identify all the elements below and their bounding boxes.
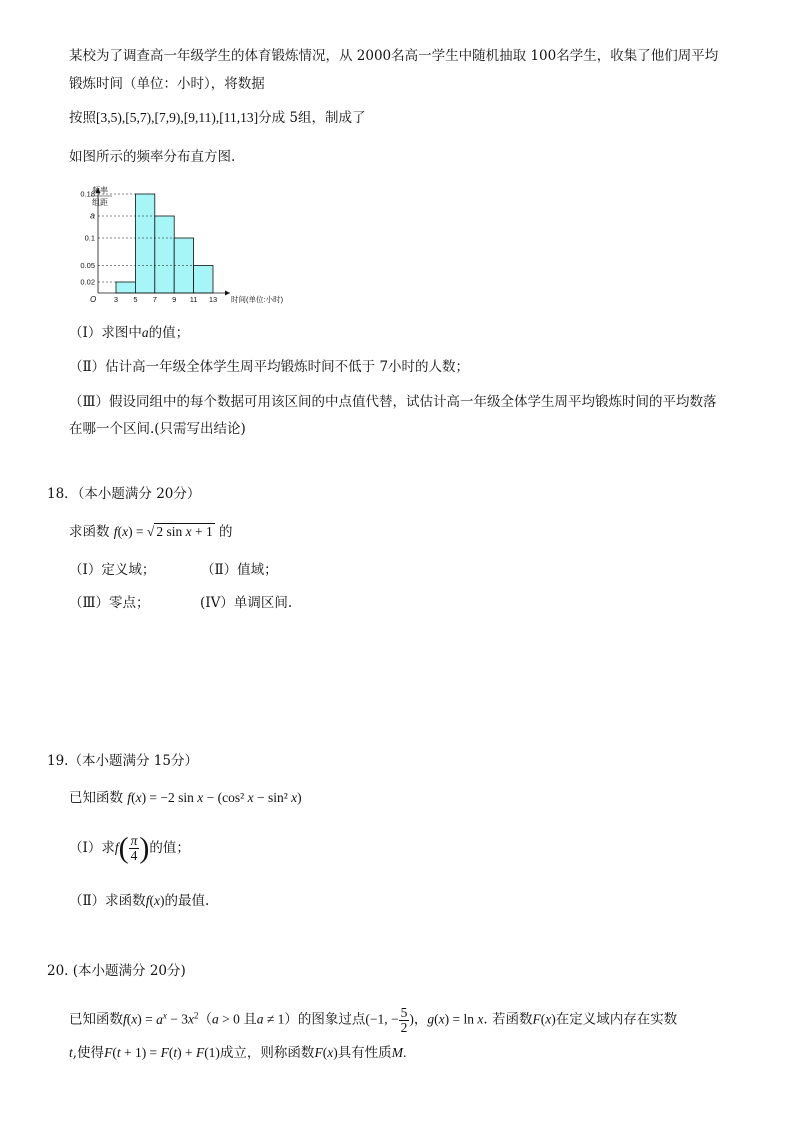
q18-part-3: （Ⅲ）零点；: [69, 595, 150, 611]
origin-label: O: [90, 295, 97, 304]
q17-intervals: [3,5),[5,7),[7,9),[9,11),[11,13]: [96, 110, 259, 125]
x-tick-label: 11: [189, 295, 198, 304]
q17-part-1-b: 的值；: [148, 325, 190, 341]
q19-part-2: （Ⅱ）求函数f(x)的最值.: [69, 893, 210, 909]
q19-part-1-post: 的值；: [149, 840, 190, 856]
q19-formula: f: [127, 790, 132, 805]
q17-part-3-line-1: （Ⅲ）假设同组中的每个数据可用该区间的中点值代替，试估计高一年级全体学生周平均锻炼时间的平均数落: [69, 394, 717, 410]
q20-stem-line-1: 已知函数$f(x) = a^x - 3x^2(a > 0$ 且a ≠ 1）的图象过点(−1, − $\frac{5}{2}$ )，g(x) = ln x. 若函数F(x)在定义域内存在实数: [69, 1004, 678, 1035]
q19-part-1-pre: （Ⅰ）求: [69, 840, 115, 856]
q20-stem-c: 在定义域内存在实数: [555, 1011, 678, 1028]
q19-part-1: （Ⅰ）求f( $\frac{\pi}{4}$ )的值；: [69, 831, 190, 865]
q17-intro-line-2: 锻炼时间（单位：小时），将数据: [69, 76, 265, 92]
histogram-bar: [135, 194, 154, 293]
q17-intro-line-4: 如图所示的频率分布直方图.: [69, 149, 236, 165]
q18-header: 18．（本小题满分 20分）: [47, 486, 201, 502]
histogram-bar: [116, 282, 135, 293]
x-axis-label: 时间(单位:小时): [231, 295, 284, 304]
q17-intro-3-pre: 按照: [69, 110, 96, 126]
q18-stem: 求函数 f(x) = √ 2 sin x + 1 的: [69, 524, 233, 540]
q20-cond-end: ）的图象过点: [284, 1011, 366, 1028]
x-axis-arrow: [225, 291, 230, 296]
frequency-histogram: [72, 180, 312, 310]
y-tick-label: 0.1: [84, 233, 95, 243]
q19-stem: 已知函数 f(x) = −2 sin x − (cos² x − sin² x): [69, 790, 302, 806]
q20-line2-b: 成立，则称函数: [219, 1045, 315, 1061]
q20-stem-line-2: t,使得F(t + 1) = F(t) + F(1)成立，则称函数F(x)具有性质M.: [69, 1045, 407, 1061]
q20-stem-b: . 若函数: [483, 1011, 533, 1028]
q19-header: 19.（本小题满分 15分）: [47, 753, 198, 769]
histogram-bar: [194, 266, 213, 294]
x-tick-label: 5: [133, 295, 138, 304]
q17-intro-line-3: [69, 108, 365, 128]
q19-part-2-pre: （Ⅱ）求函数: [69, 893, 146, 909]
q20-header: 20. (本小题满分 20分): [47, 963, 186, 979]
q19-stem-pre: 已知函数: [69, 790, 123, 806]
q18-part-1: （Ⅰ）定义域；: [69, 562, 156, 578]
y-tick-label: 0.05: [80, 261, 95, 270]
five-halves: $\frac{5}{2}$: [400, 1004, 408, 1035]
y-tick-label: a: [89, 210, 95, 221]
y-axis-label-top: 频率: [92, 186, 108, 195]
y-tick-label: 0.18: [80, 189, 95, 199]
q20-stem-a: 已知函数: [69, 1011, 123, 1028]
q20-comma: ，: [413, 1011, 428, 1028]
q18-stem-post: 的: [219, 524, 233, 540]
q18-stem-pre: 求函数: [69, 524, 110, 540]
x-tick-label: 3: [113, 295, 119, 304]
q18-formula: f: [113, 524, 118, 539]
y-axis-label-bottom: 组距: [92, 198, 108, 207]
q19-part-2-post: 的最值.: [164, 893, 210, 909]
histogram-bar: [155, 216, 174, 293]
pi-over-4: $\frac{\pi}{4}$: [130, 833, 138, 863]
q18-part-2: （Ⅱ）值域；: [201, 562, 278, 578]
q17-part-1-var: a: [141, 325, 149, 340]
q17-part-3-line-2: 在哪一个区间.(只需写出结论): [69, 421, 246, 437]
q17-intro-3-post: 分成 5组，制成了: [258, 110, 366, 126]
q18-sqrt: 2 sin x + 1: [156, 524, 213, 539]
x-tick-label: 9: [172, 295, 177, 304]
y-tick-label: 0.02: [80, 277, 95, 287]
q17-part-2: （Ⅱ）估计高一年级全体学生周平均锻炼时间不低于 7小时的人数；: [69, 359, 470, 375]
q17-part-1: [69, 323, 189, 343]
x-tick-label: 13: [208, 295, 218, 304]
q20-cond-open: （: [198, 1011, 212, 1028]
x-tick-label: 7: [152, 295, 157, 304]
q20-line2-a: ,使得: [72, 1045, 105, 1061]
q17-intro-line-1: 某校为了调查高一年级学生的体育锻炼情况，从 2000名高一学生中随机抽取 100名学生，收集了他们周平均: [69, 48, 719, 64]
q18-part-4: (IV）单调区间.: [200, 595, 293, 611]
q17-part-1-a: （Ⅰ）求图中: [69, 325, 142, 341]
q20-line2-c: 具有性质: [337, 1045, 392, 1061]
